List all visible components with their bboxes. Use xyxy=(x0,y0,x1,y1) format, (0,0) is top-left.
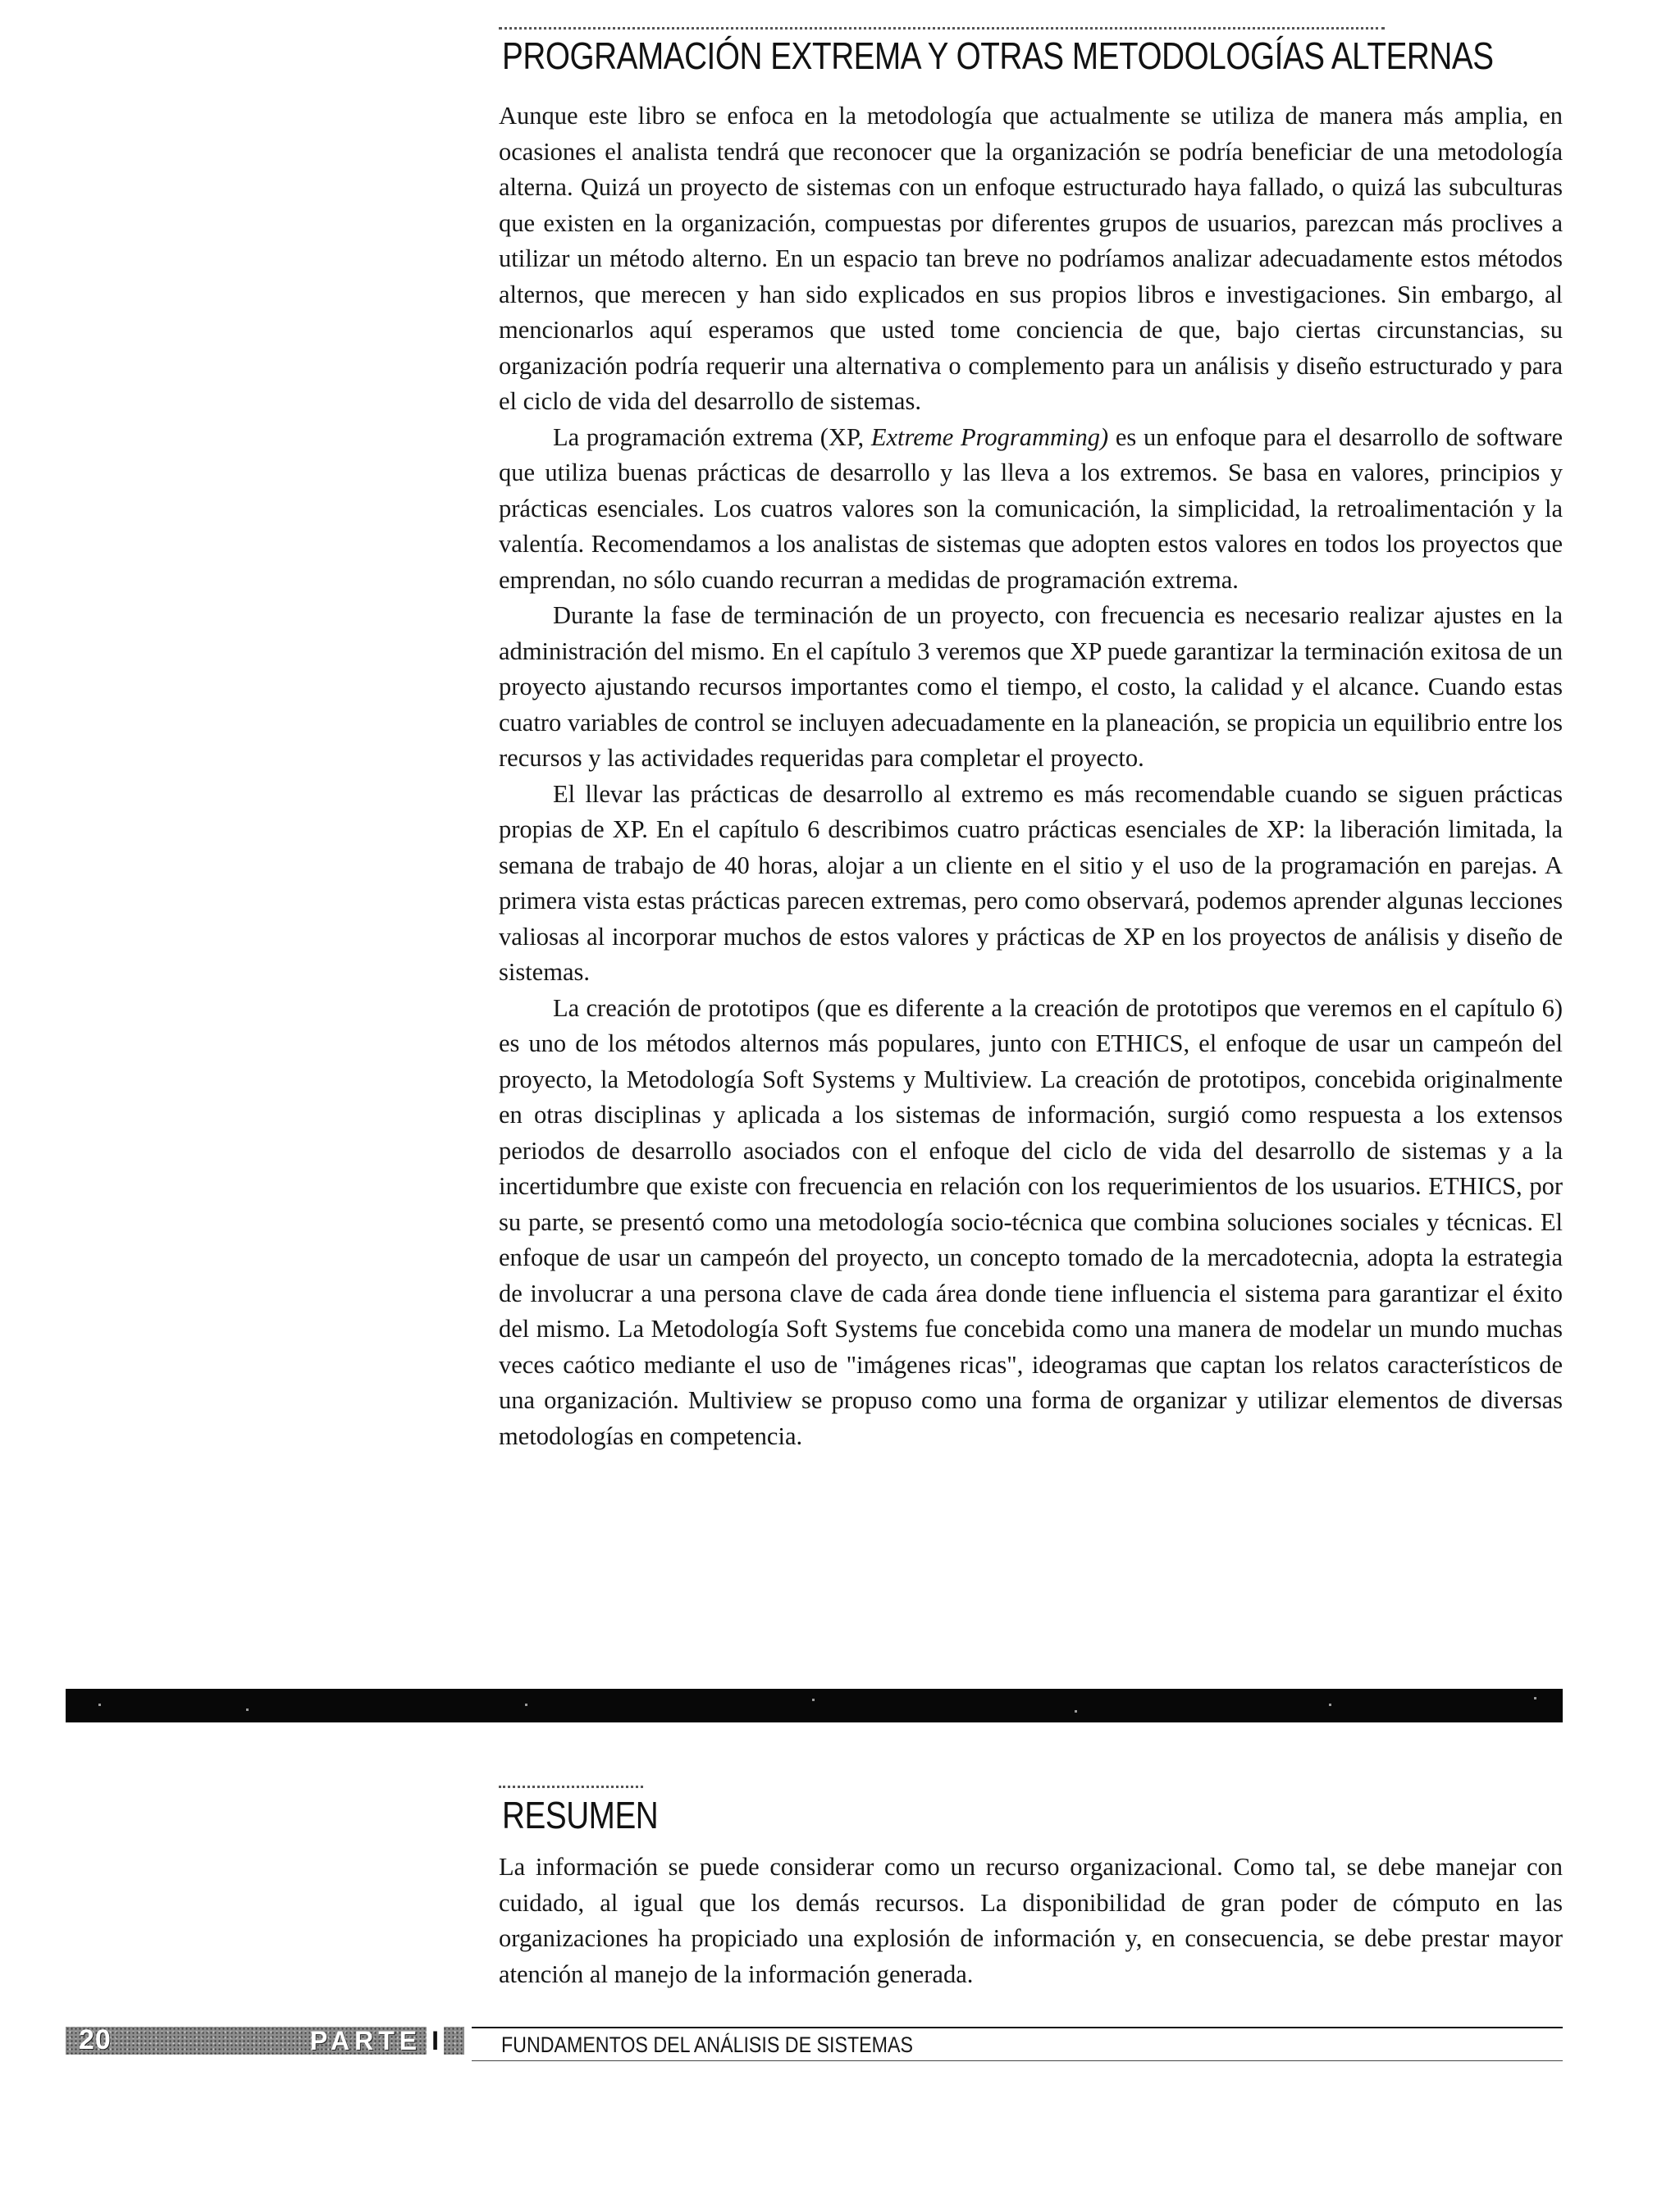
paragraph-text: La programación extrema (XP, xyxy=(553,422,871,451)
part-word: PARTE xyxy=(310,2026,422,2055)
summary-body xyxy=(499,1850,1563,1992)
section-divider-band xyxy=(66,1689,1563,1722)
summary-heading: RESUMEN xyxy=(502,1794,659,1836)
section-heading: PROGRAMACIÓN EXTREMA Y OTRAS METODOLOGÍAS ALTERNAS xyxy=(502,34,1494,77)
part-label xyxy=(310,2027,444,2055)
footer-rule xyxy=(472,2027,1563,2028)
part-number: I xyxy=(427,2027,444,2055)
paragraph: La creación de prototipos (que es diferente a la creación de prototipos que veremos en el capítulo 6) es uno de los métodos alternos más populares, junto con ETHICS, el enfoque de usar un campeón del proyecto, la Metodología Soft Systems y Multiview. La creación de prototipos, concebida originalmente en otras disciplinas y aplicada a los sistemas de información, surgió como respuesta a los extensos periodos de desarrollo asociados con el enfoque del ciclo de vida del desarrollo de sistemas y a la incertidumbre que existe con frecuencia en relación con los requerimientos de los usuarios. ETHICS, por su parte, se presentó como una metodología socio-técnica que combina soluciones sociales y técnicas. El enfoque de usar un campeón del proyecto, un concepto tomado de la mercadotecnia, adopta la estrategia de involucrar a una persona clave de cada área donde tiene influencia el sistema para garantizar el éxito del mismo. La Metodología Soft Systems fue concebida como una manera de modelar un mundo muchas veces caótico mediante el uso de "imágenes ricas", ideogramas que captan los relatos característicos de una organización. Multiview se propuso como una forma de organizar y utilizar elementos de diversas metodologías en competencia. xyxy=(499,993,1563,1450)
footer-rule xyxy=(472,2060,1563,2061)
section-body xyxy=(499,98,1563,1454)
running-footer-title: FUNDAMENTOS DEL ANÁLISIS DE SISTEMAS xyxy=(501,2032,913,2057)
heading-rule xyxy=(499,1786,643,1788)
heading-rule xyxy=(499,27,1385,30)
paragraph xyxy=(499,420,1563,599)
paragraph: El llevar las prácticas de desarrollo al extremo es más recomendable cuando se siguen prácticas propias de XP. En el capítulo 6 describimos cuatro prácticas esenciales de XP: la liberación limitada, la semana de trabajo de 40 horas, alojar a un cliente en el sitio y el uso de la programación en parejas. A primera vista estas prácticas parecen extremas, pero como observará, podemos aprender algunas lecciones valiosas al incorporar muchos de estos valores y prácticas de XP en los proyectos de análisis y diseño de sistemas. xyxy=(499,779,1563,986)
page-number: 20 xyxy=(79,2024,112,2055)
italic-term: Extreme Programming) xyxy=(870,422,1109,451)
paragraph: La información se puede considerar como un recurso organizacional. Como tal, se debe manejar con cuidado, al igual que los demás recursos. La disponibilidad de gran poder de cómputo en las organizaciones ha propiciado una explosión de información y, en consecuencia, se debe prestar mayor atención al manejo de la información generada. xyxy=(499,1853,1563,1988)
paragraph-text: es un enfoque para el desarrollo de software que utiliza buenas prácticas de desarrollo y las lleva a los extremos. Se basa en valores, principios y prácticas esenciales. Los cuatros valores son la comunicación, la simplicidad, la retroalimentación y la valentía. Recomendamos a los analistas de sistemas que adopten estos valores en todos los proyectos que emprendan, no sólo cuando recurran a medidas de programación extrema. xyxy=(499,422,1563,594)
paragraph: Durante la fase de terminación de un proyecto, con frecuencia es necesario realizar ajustes en la administración del mismo. En el capítulo 3 veremos que XP puede garantizar la terminación exitosa de un proyecto ajustando recursos importantes como el tiempo, el costo, la calidad y el alcance. Cuando estas cuatro variables de control se incluyen adecuadamente en la planeación, se propicia un equilibrio entre los recursos y las actividades requeridas para completar el proyecto. xyxy=(499,601,1563,772)
paragraph: Aunque este libro se enfoca en la metodología que actualmente se utiliza de manera más amplia, en ocasiones el analista tendrá que reconocer que la organización se podría beneficiar de una metodología alterna. Quizá un proyecto de sistemas con un enfoque estructurado haya fallado, o quizá las subculturas que existen en la organización, compuestas por diferentes grupos de usuarios, parezcan más proclives a utilizar un método alterno. En un espacio tan breve no podríamos analizar adecuadamente estos métodos alternos, que merecen y han sido explicados en sus propios libros e investigaciones. Sin embargo, al mencionarlos aquí esperamos que usted tome conciencia de que, bajo ciertas circunstancias, su organización podría requerir una alternativa o complemento para un análisis y diseño estructurado y para el ciclo de vida del desarrollo de sistemas. xyxy=(499,102,1563,415)
